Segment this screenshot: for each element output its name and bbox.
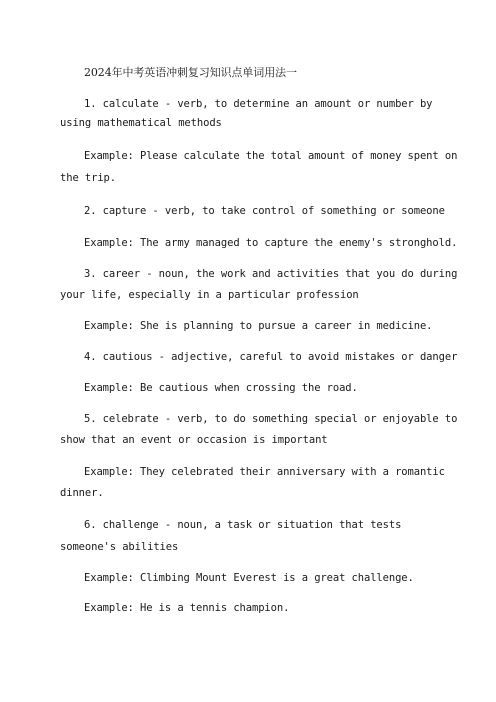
document-title: 2024年中考英语冲刺复习知识点单词用法一	[84, 66, 297, 79]
entry-4-definition: 4. cautious - adjective, careful to avoid mistakes or danger	[84, 351, 458, 363]
entry-2-example: Example: The army managed to capture the enemy's stronghold.	[84, 237, 458, 249]
entry-5-example: Example: They celebrated their anniversary with a romantic	[84, 466, 445, 478]
entry-6-example-2: Example: He is a tennis champion.	[84, 602, 290, 614]
entry-2-definition: 2. capture - verb, to take control of something or someone	[84, 205, 445, 217]
entry-6-definition: 6. challenge - noun, a task or situation that tests	[84, 519, 402, 531]
entry-3-example: Example: She is planning to pursue a career in medicine.	[84, 320, 433, 332]
entry-4-example: Example: Be cautious when crossing the road.	[84, 382, 358, 394]
entry-1-example: Example: Please calculate the total amount of money spent on	[84, 150, 458, 162]
entry-1-definition-cont: using mathematical methods	[60, 117, 222, 129]
entry-3-definition: 3. career - noun, the work and activities that you do during	[84, 268, 458, 280]
entry-3-definition-cont: your life, especially in a particular profession	[60, 289, 359, 301]
entry-6-definition-cont: someone's abilities	[60, 541, 179, 553]
entry-1-definition: 1. calculate - verb, to determine an amount or number by	[84, 98, 433, 110]
entry-5-definition: 5. celebrate - verb, to do something special or enjoyable to	[84, 413, 458, 425]
entry-5-example-cont: dinner.	[60, 487, 104, 499]
entry-6-example: Example: Climbing Mount Everest is a great challenge.	[84, 572, 414, 584]
entry-1-example-cont: the trip.	[60, 172, 116, 184]
entry-5-definition-cont: show that an event or occasion is important	[60, 434, 328, 446]
